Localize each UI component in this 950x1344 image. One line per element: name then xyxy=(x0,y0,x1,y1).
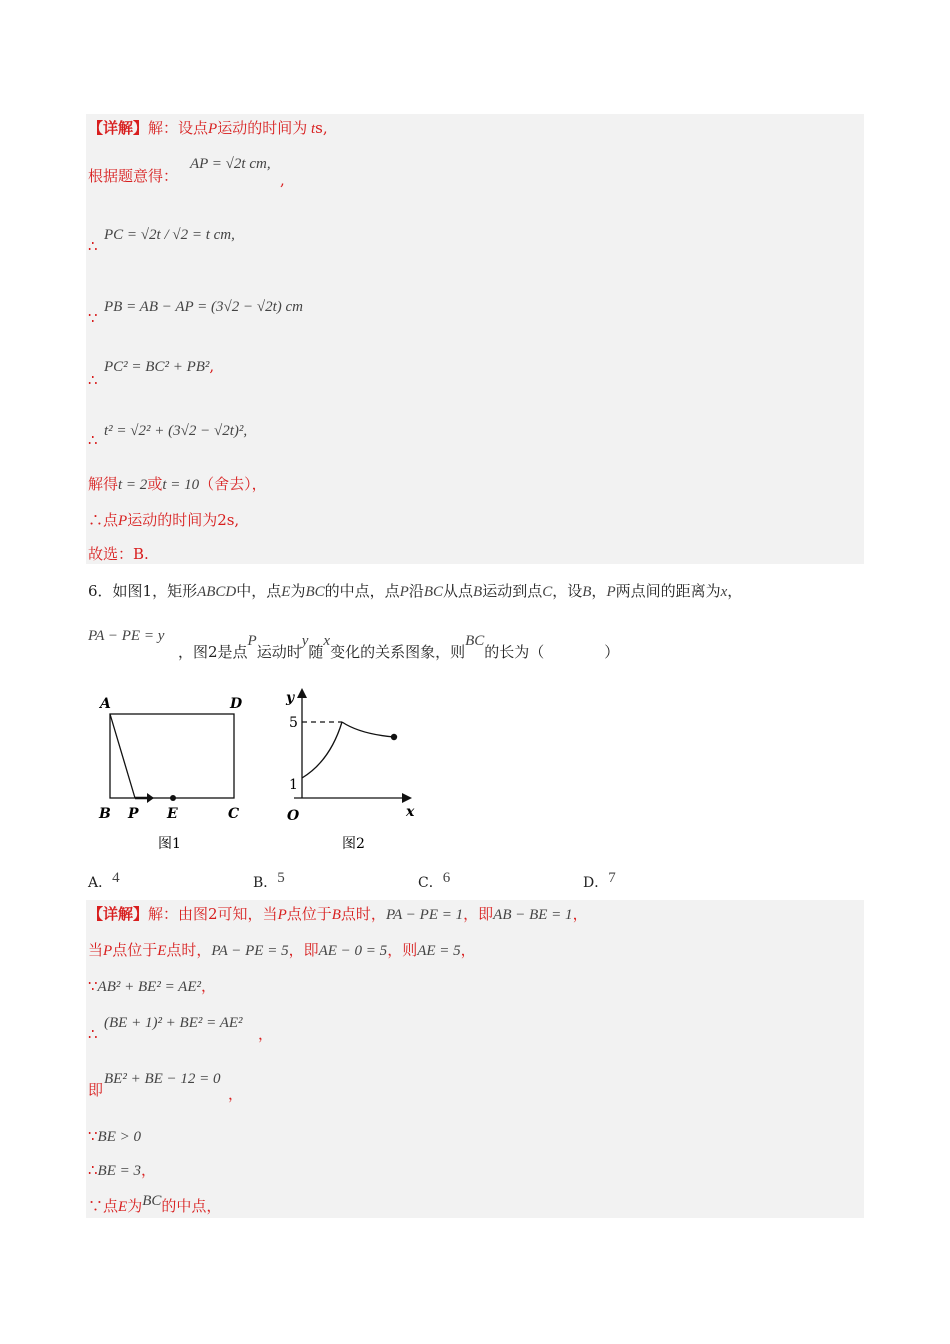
solution2-line-4: ∴ xyxy=(88,1025,98,1043)
segment-ap xyxy=(110,714,135,798)
label-origin: O xyxy=(287,808,300,824)
question-line-2-math: PA − PE = y xyxy=(88,628,165,644)
solution1-line-5: ∴ xyxy=(88,371,98,389)
solution1-line-7: 解得t = 2或t = 10（舍去）， xyxy=(88,475,267,493)
option-d: D．7 xyxy=(583,870,616,891)
label-p: P xyxy=(128,806,139,822)
figure-1-caption: 图1 xyxy=(158,836,181,852)
rectangle-abcd xyxy=(110,714,234,798)
label-e: E xyxy=(167,806,178,822)
solution1-line-3: ∴ xyxy=(88,237,98,255)
solution2-line-4-math: (BE + 1)² + BE² = AE² xyxy=(104,1015,243,1031)
solution1-line-2-comma: , xyxy=(280,171,285,189)
point-e xyxy=(170,795,176,801)
arrow-head-icon xyxy=(147,793,154,803)
label-y: y xyxy=(286,690,295,706)
solution2-line-4-comma: ， xyxy=(258,1025,274,1043)
question-line-2: ，图2是点P运动时y随x变化的关系图象，则BC的长为（ ） xyxy=(178,633,620,661)
solution1-line-4: ∵ xyxy=(88,309,98,327)
solution2-line-8: ∵点E为BC的中点， xyxy=(88,1193,222,1215)
solution2-line-5-math: BE² + BE − 12 = 0 xyxy=(104,1071,221,1087)
y-axis-arrow-icon xyxy=(297,688,307,698)
label-a: A xyxy=(100,696,111,712)
solution1-line-1: 【详解】解：设点P运动的时间为 ts, xyxy=(88,119,328,137)
solution2-line-1: 【详解】解：由图2可知，当P点位于B点时，PA − PE = 1，即AB − BE = 1， xyxy=(88,905,588,923)
solution1-line-4-math: PB = AB − AP = (3√2 − √2t) cm xyxy=(104,299,304,315)
solution1-line-8: ∴点P运动的时间为2s, xyxy=(88,511,240,529)
solution2-line-7: ∴BE = 3， xyxy=(88,1161,157,1179)
label-x: x xyxy=(406,804,415,820)
solution1-line-2-math: AP = √2t cm, xyxy=(190,156,271,172)
solution1-line-9: 故选：B. xyxy=(88,545,149,563)
solution-box-1 xyxy=(86,114,864,564)
curve-end-point xyxy=(391,734,397,740)
solution2-line-5-comma: ， xyxy=(228,1085,244,1103)
solution1-line-2: 根据题意得： xyxy=(88,167,179,185)
solution2-line-2: 当P点位于E点时，PA − PE = 5，即AE − 0 = 5，则AE = 5， xyxy=(88,941,476,959)
tick-label-1: 1 xyxy=(289,777,298,793)
label-c: C xyxy=(228,806,240,822)
tick-label-5: 5 xyxy=(289,715,298,731)
x-axis-arrow-icon xyxy=(402,793,412,803)
solution1-line-6: ∴ xyxy=(88,431,98,449)
curve-rising xyxy=(302,722,342,778)
option-b: B．5 xyxy=(253,870,285,891)
label-d: D xyxy=(230,696,243,712)
figure-2 xyxy=(280,686,430,856)
solution1-line-3-math: PC = √2t / √2 = t cm, xyxy=(104,227,235,243)
solution1-line-5-math: PC² = BC² + PB², xyxy=(104,357,215,375)
option-a: A．4 xyxy=(88,870,120,891)
option-c: C．6 xyxy=(418,870,451,891)
curve-falling xyxy=(342,722,394,737)
label-b: B xyxy=(99,806,111,822)
figure-2-caption: 图2 xyxy=(342,836,365,852)
solution2-line-3: ∵AB² + BE² = AE²， xyxy=(88,977,217,995)
figure-1 xyxy=(90,690,260,855)
solution2-line-6: ∵BE > 0 xyxy=(88,1127,141,1145)
question-line-1: 6．如图1，矩形ABCD中，点E为BC的中点，点P沿BC从点B运动到点C，设B，P两点间的距离为x， xyxy=(88,582,743,600)
solution2-line-5: 即 xyxy=(88,1081,104,1099)
solution1-line-6-math: t² = √2² + (3√2 − √2t)², xyxy=(104,423,248,439)
